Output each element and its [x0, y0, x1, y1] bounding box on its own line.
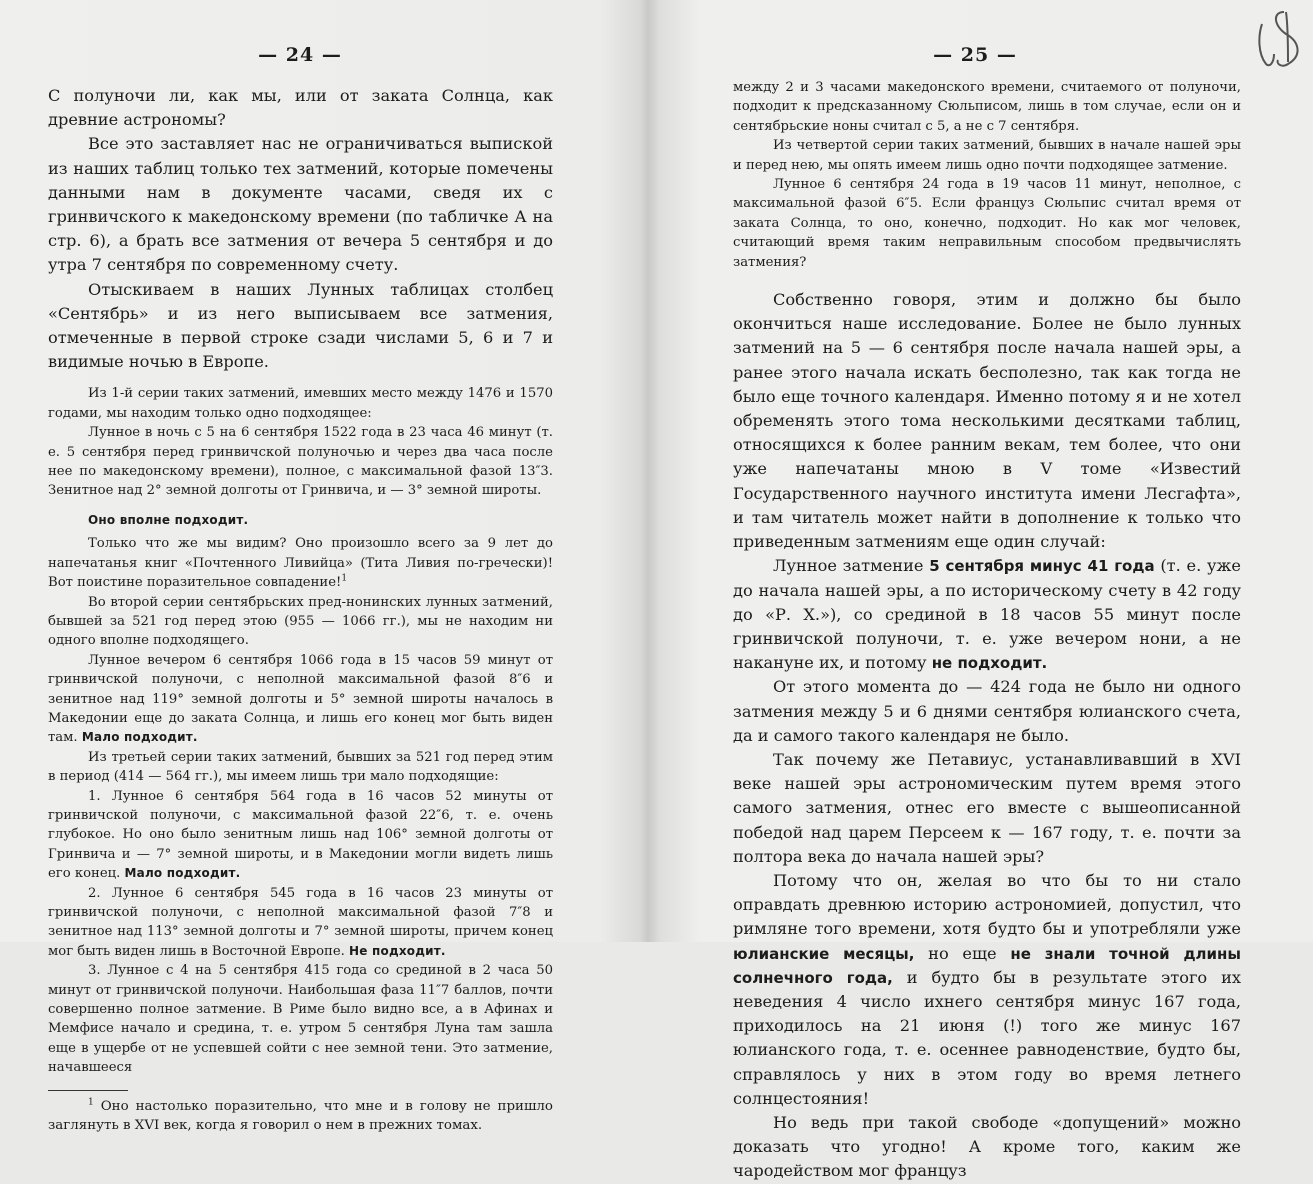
- paragraph-text: Лунное затмение: [773, 556, 924, 576]
- paragraph: Собственно говоря, этим и должно бы было окончиться наше исследование. Более не было лунных затмений на 5 — 6 сентября после начала нашей эры, а ранее этого начала искать бесполезно, так как тогда не было еще точного календаря. Именно потому я и не хотел обременять этого тома несколькими десятками таблиц, относящихся к более ранним векам, тем более, что они уже напечатаны мною в V томе «Известий Государственного научного института имени Лесгафта», и там читатель может найти в дополнение к только что приведенным затмениям еще один случай:: [733, 290, 1241, 552]
- emphasis: не подходит.: [931, 654, 1048, 673]
- paragraph-text: 2. Лунное 6 сентября 545 года в 16 часов 23 минуты от гринвичской полуночи, с неполной максимальной фазой 7″8 и зенитное над 113° земной долготы и 7° земной широты, причем конец мог быть виден лишь в Восточной Европе.: [48, 885, 553, 959]
- page-number: — 25 —: [933, 44, 1017, 66]
- paragraph: между 2 и 3 часами македонского времени, считаемого от полуночи, подходит к предсказанному Сюльписом, лишь в том случае, если он и сентябрьские ноны считал с 5, а не с 7 сентября.: [733, 80, 1241, 134]
- paragraph: [48, 884, 553, 962]
- verdict-text: Мало подходит.: [124, 866, 241, 881]
- paragraph: Из 1-й серии таких затмений, имевших место между 1476 и 1570 годами, мы находим только одно подходящее:: [48, 386, 553, 421]
- page-number: — 24 —: [258, 44, 342, 66]
- footnote: [48, 1097, 553, 1135]
- page-25: [660, 0, 1313, 1181]
- paragraph: Все это заставляет нас не ограничиваться выпиской из наших таблиц только тех затмений, которые помечены данными нам в документе часами, сведя их с гринвичского к македонскому времени (по табличке А на стр. 6), а брать все затмения от вечера 5 сентября и до утра 7 сентября по современному счету.: [48, 134, 553, 275]
- text-column: [48, 84, 553, 1135]
- paragraph: [733, 869, 1241, 1111]
- paragraph-text: Лунное вечером 6 сентября 1066 года в 15 часов 59 минут от гринвичской полуночи, с неполной максимальной фазой 8″6 и зенитное над 119° земной долготы и 5° земной широты началось в Македонии еще до заката Солнца, и лишь его конец мог быть виден там.: [48, 652, 553, 746]
- paragraph: Из четвертой серии таких затмений, бывших в начале нашей эры и перед нею, мы опять имеем лишь одно почти подходящее затмение.: [733, 138, 1241, 173]
- paragraph: Отыскиваем в наших Лунных таблицах столбец «Сентябрь» и из него выписываем все затмения, отмеченные в первой строке сзади числами 5, 6 и 7 и видимые ночью в Европе.: [48, 279, 553, 372]
- paragraph: 3. Лунное с 4 на 5 сентября 415 года со срединой в 2 часа 50 минут от гринвичской полуночи. Наибольшая фаза 11″7 баллов, почти совершенно полное затмение. В Риме было видно все, а в Афинах и Мемфисе начало и средина, т. е. утром 5 сентября Луна там зашла еще в ущербе от не успевшей сойти с нее земной тени. Это затмение, начавшееся: [48, 963, 553, 1076]
- paragraph-text: но еще: [928, 943, 997, 963]
- paragraph: Так почему же Петавиус, устанавливавший в XVI веке нашей эры астрономическим путем время этого самого затмения, отнес его вместе с вышеописанной победой над царем Персеем к — 167 году, т. е. почти за полтора века до начала нашей эры?: [733, 749, 1241, 866]
- paragraph-text: (т. е. уже до начала нашей эры, а по историческому счету в 42 году до «Р. Х.»), со срединой в 18 часов 55 минут после гринвичской полуночи, т. е. уже вечером нони, а не накануне их, и потому: [733, 556, 1241, 673]
- text-column: [733, 78, 1241, 1184]
- paragraph: Лунное 6 сентября 24 года в 19 часов 11 минут, неполное, с максимальной фазой 6″5. Если француз Сюльпис считал время от заката Солнца, то оно, конечно, подходит. Но как мог человек, считающий время таким неправильным способом предвычислять затмения?: [733, 177, 1241, 270]
- emphasis: юлианские месяцы,: [733, 944, 915, 963]
- page-24: [0, 0, 640, 1133]
- paragraph: [48, 534, 553, 592]
- emphasis: не знали точной длины солнечного года,: [733, 944, 1241, 987]
- footnote-text: Оно настолько поразительно, что мне и в голову не пришло заглянуть в XVI век, когда я говорил о нем в прежних томах.: [48, 1098, 553, 1133]
- paragraph-text: 1. Лунное 6 сентября 564 года в 16 часов 52 минуты от гринвичской полуночи, с максимальной фазой 22″6, т. е. очень глубокое. Но оно было зенитным лишь над 106° земной долготы от Гринвича и — 7° земной широты, и в Македонии могли видеть лишь его конец.: [48, 788, 553, 882]
- paragraph: С полуночи ли, как мы, или от заката Солнца, как древние астрономы?: [48, 86, 553, 130]
- emphasis: 5 сентября минус 41 года: [929, 557, 1155, 576]
- verdict-text: Оно вполне подходит.: [88, 512, 249, 527]
- handwritten-page-mark-icon: [1248, 6, 1308, 68]
- verdict: [48, 511, 553, 530]
- paragraph: Лунное в ночь с 5 на 6 сентября 1522 года в 23 часа 46 минут (т. е. 5 сентября перед гринвичской полуночью и через два часа после нее по македонскому времени), полное, с максимальной фазой 13″3. Зенитное над 2° земной долготы от Гринвича, и — 3° земной широты.: [48, 425, 553, 499]
- footnote-ref[interactable]: 1: [341, 573, 348, 584]
- paragraph: От этого момента до — 424 года не было ни одного затмения между 5 и 6 днями сентября юлианского счета, да и самого такого календаря не было.: [733, 677, 1241, 745]
- paragraph: [733, 554, 1241, 675]
- paragraph: Из третьей серии таких затмений, бывших за 521 год перед этим в период (414 — 564 гг.), мы имеем лишь три мало подходящие:: [48, 749, 553, 785]
- paragraph-text: Только что же мы видим? Оно произошло всего за 9 лет до напечатанья книг «Почтенного Ливийца» (Тита Ливия по-гречески)! Вот поистине поразительное совпадение!: [48, 536, 553, 591]
- verdict-text: Не подходит.: [349, 943, 446, 958]
- paragraph: [48, 651, 553, 748]
- paragraph: Во второй серии сентябрьских пред-нонинских лунных затмений, бывшей за 521 год перед этою (955 — 1066 гг.), мы не находим ни одного вполне подходящего.: [48, 594, 553, 649]
- paragraph-text: Потому что он, желая во что бы то ни стало оправдать древнюю историю астрономией, допустил, что римляне того времени, хотя будто бы и употребляли уже: [733, 870, 1241, 939]
- footnote-rule: [48, 1090, 128, 1091]
- footnote-mark: 1: [88, 1097, 94, 1108]
- paragraph: Но ведь при такой свободе «допущений» можно доказать что угодно! А кроме того, каким же чародейством мог француз: [733, 1112, 1241, 1181]
- paragraph: [48, 787, 553, 884]
- paragraph-text: и будто бы в результате этого их неведения 4 число ихнего сентября минус 167 года, приходилось на 21 июня (!) того же минус 167 юлианского года, т. е. осеннее равноденствие, будто бы, справлялось у них в этом году во время летнего солнцестояния!: [733, 967, 1241, 1108]
- verdict-text: Мало подходит.: [81, 730, 198, 745]
